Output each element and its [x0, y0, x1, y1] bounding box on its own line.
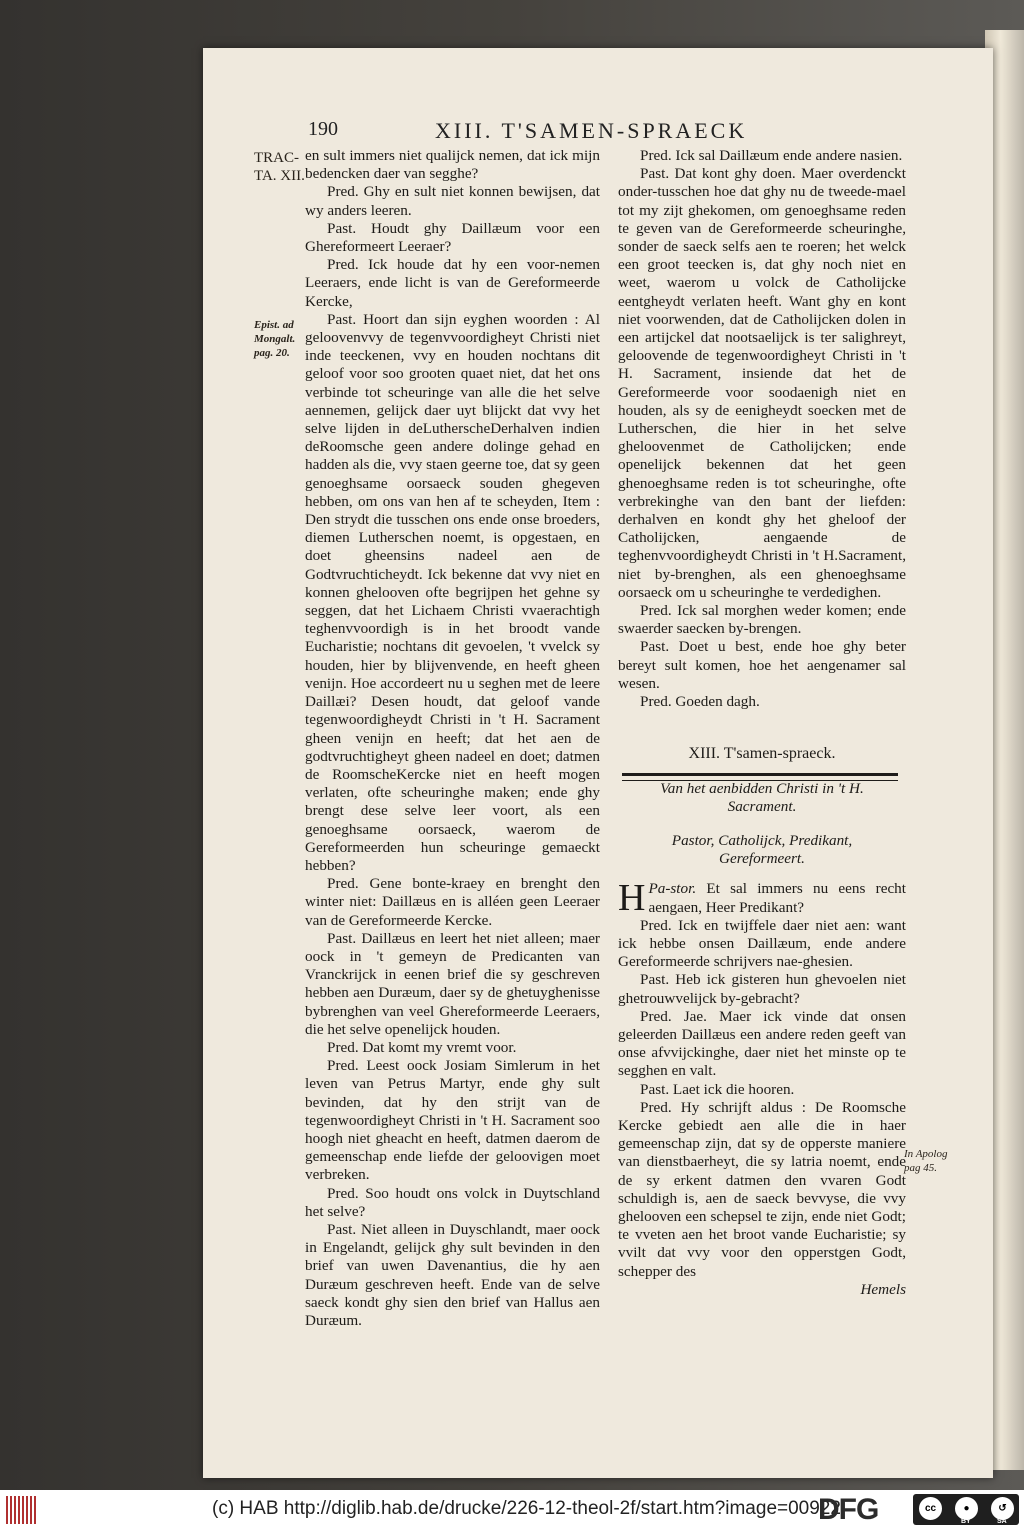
copyright-link[interactable]: (c) HAB http://diglib.hab.de/drucke/226-12-theol-2f/start.htm?image=00922: [212, 1498, 841, 1519]
section-divider: [622, 773, 898, 781]
paragraph: Pred. Ick houde dat hy een voor-nemen Leeraers, ende licht is van de Gereformeerde Kercke,: [305, 256, 600, 310]
left-column: [305, 147, 600, 1330]
margin-note-tract: [254, 149, 305, 185]
cc-icon: cc: [919, 1497, 942, 1520]
paragraph: Pred. Ick sal morghen weder komen; ende swaerder saecken by-brengen.: [618, 602, 906, 638]
paragraph: Past. Hoort dan sijn eyghen woorden : Al geloovenvvy de tegenvvoordigheyt Christi niet inde teeckenen, vvy en houden nochtans dit geloof voor soo grooten quaet niet, dat het ons verbinde tot scheuringe van alle die het selve aennemen, gelijck daer uyt blijckt dat vvy het selve lijden in deLutherscheDerhalven indien deRoomsche geen andere dolinge gehad en hadden als die, vvy staen geerne toe, dat sy geen genoeghsame oorsaeck souden ghegeven hebben, om ons van hen af te scheyden, Item : Den strydt die tusschen ons ende onse broeders, diemen Lutherschen noemt, is opgestaen, en doet gheensins nadeel aen de Godtvruchticheydt. Ick bekenne dat vvy niet en konnen ghelooven ofte begrijpen het gehne sy seggen, dat het Lichaem Christi vvaerachtigh teghenvvoordigh is in het broodt vande Eucharistie; nochtans dit gevoelen, 't vvelck sy houden, hier by blijvenvende, en heeft gheen venijn. Hoe accordeert nu u seghen met de leere Daillæi? Desen houdt, dat geloof vande tegenwoordigheydt Christi in 't H. Sacrament gheen venijn en heeft; dat het aen de godtvruchtigheyt gheen nadeel en doet; datmen de RoomscheKercke niet en heeft mogen verlaten, ofte scheuringhe maken; ende ghy brengt dese selve leer voort, als een genoeghsame oorsaeck, waerom de Gereformeerden hun scheuringe gemaeckt hebben?: [305, 310, 600, 874]
paragraph: Past. Dat kont ghy doen. Maer overdenckt onder-tusschen hoe dat ghy nu de tweede-mael tot my zijt ghekomen, om genoeghsame reden te geven van de Gereformeerde scheuringhe, sonder de saeck selfs aen te roeren; het welck een groot teecken is, dat ghy noch niet en weet, waerom u volck de Catholijcke eentgheydt verlaten heeft. Want ghy en kont niet voorwenden, dat de Catholijcken dolen in een artijckel dat nootsaelijck is ter salighreyt, geloovende de tegenwoordigheyt Christi in 't H. Sacrament, insiende dat het de Gereformeerde voor soodaenigh niet en houden, als sy de eenigheydt soecken met de Lutherschen, die hier in het selve gheloovenmet de Catholijcken; ende openelijck bekennen dat het geen ghenoeghsame reden is tot scheuringhe, ofte verbrekinghe van den bant der liefden: derhalven en kondt ghy het gheloof der Catholijcken, aengaende de teghenvvoordigheydt Christi in 't H.Sacrament, niet by-brenghen, als een ghenoeghsame oorsaeck om u scheuringhe te verdedighen.: [618, 165, 906, 601]
margin-line: TRAC-: [254, 150, 299, 166]
paragraph: Past. Heb ick gisteren hun ghevoelen niet ghetrouwvelijck by-gebracht?: [618, 971, 906, 1007]
chapter-persons: Pastor, Catholijck, Predikant, Gereformeert.: [671, 831, 853, 868]
paragraph: Past. Doet u best, ende hoe ghy beter bereyt sult komen, hoe het aengenamer sal wesen.: [618, 638, 906, 692]
paragraph: Pred. Leest oock Josiam Simlerum in het leven van Petrus Martyr, ende ghy sult bevinden, dat hy den strijt van de tegenwoordigheyt Christi in 't H. Sacrament soo hoogh niet gheacht en heeft, datmen daerom de gemeenschap ende liefde der geloovigen moet verbreken.: [305, 1057, 600, 1184]
drop-cap: H: [618, 877, 646, 920]
right-column: [618, 147, 906, 1299]
speaker-label: Pa-stor.: [648, 880, 697, 898]
paragraph: Pred. Ghy en sult niet konnen bewijsen, dat wy anders leeren.: [305, 183, 600, 219]
cc-by-label: BY: [961, 1518, 971, 1525]
margin-line: Epist. ad: [254, 319, 294, 331]
cc-sa-label: SA: [997, 1518, 1007, 1525]
paragraph: Pred. Jae. Maer ick vinde dat onsen geleerden Daillæus een andere reden geeft van onse afvvijckinghe, daer niet het minste op te segghen en valt.: [618, 1007, 906, 1080]
footer-bar: [0, 1490, 1024, 1529]
cc-license-badge[interactable]: [913, 1494, 1019, 1525]
paragraph: Pred. Goeden dagh.: [640, 693, 760, 711]
paragraph: en sult immers niet qualijck nemen, dat ick mijn bedencken daer van segghe?: [305, 147, 600, 183]
person-icon: ●: [955, 1497, 978, 1520]
share-alike-icon: ↺: [991, 1497, 1014, 1520]
paragraph: Past. Houdt ghy Daillæum voor een Ghereformeert Leeraer?: [305, 219, 600, 256]
chapter-subtitle: Van het aenbidden Christi in 't H. Sacrament.: [660, 779, 864, 815]
opening-text: Et sal immers nu eens recht aengaen, Heer Predikant?: [648, 880, 906, 916]
catchword: Hemels: [860, 1280, 906, 1298]
paragraph: Pred. Ick sal Daillæum ende andere nasien.: [640, 147, 903, 164]
paragraph: Pred. Dat komt my vremt voor.: [327, 1038, 517, 1056]
paragraph: Pred. Ick en twijffele daer niet aen: want ick hebbe onsen Daillæum, ende andere Gereformeerde schrijvers nae-ghesien.: [618, 916, 906, 971]
margin-note-epist: [254, 318, 295, 360]
paragraph: Pred. Hy schrijft aldus : De Roomsche Kercke gebiedt aen alle die in haer gemeenschap zijn, dat sy de opperste maniere van dienstbaerheyt, die sy latria noemt, ende de sy erkent datmen den vvaren Godt schuldigh is, aen de saeck bevvyse, die vvy ghelooven een schepsel te zijn, ende niet Godt; te vveten aen het broot vande Eucharistie; sy vvilt dat vvy voor den opperstgen Godt, schepper des: [618, 1098, 906, 1280]
chapter-title: XIII. T'samen-spraeck.: [688, 745, 836, 763]
dialogue-opening: [618, 877, 906, 920]
margin-line: Mongalt.: [254, 333, 296, 345]
paragraph: Past. Laet ick die hooren.: [640, 1080, 795, 1098]
margin-line: pag 45.: [904, 1162, 937, 1174]
margin-line: pag. 20.: [254, 347, 290, 359]
paragraph: Past. Niet alleen in Duyschlandt, maer oock in Engelandt, gelijck ghy sult bevinden in den brief van uwen Davenantius, die hy aen Duræum geschreven heeft. Ende van de selve saeck kondt ghy sien den brief van Hallus aen Duræum.: [305, 1220, 600, 1329]
paragraph: Past. Daillæus en leert het niet alleen; maer oock in 't gemeyn de Predicanten van Vranckrijck in eenen brief die sy geschreven hebben aen Duræum, daer sy de ghetuyghenisse bybrenghen van veel Ghereformeerde Leeraers, die het selve openelijck houden.: [305, 929, 600, 1038]
margin-line: In Apolog: [904, 1148, 948, 1160]
margin-line: TA. XII.: [254, 168, 305, 184]
running-header: XIII. T'SAMEN-SPRAECK: [435, 118, 748, 143]
hab-logo-icon[interactable]: [6, 1496, 36, 1524]
paragraph: Pred. Gene bonte-kraey en brenght den winter niet: Daillæus en is alléen geen Leeraer van de Gereformeerde Kercke.: [305, 875, 600, 929]
paragraph: Pred. Soo houdt ons volck in Duytschland het selve?: [305, 1184, 600, 1220]
page-number: 190: [308, 118, 338, 140]
margin-note-apolog: [904, 1147, 948, 1175]
dfg-logo[interactable]: DFG: [818, 1493, 879, 1526]
